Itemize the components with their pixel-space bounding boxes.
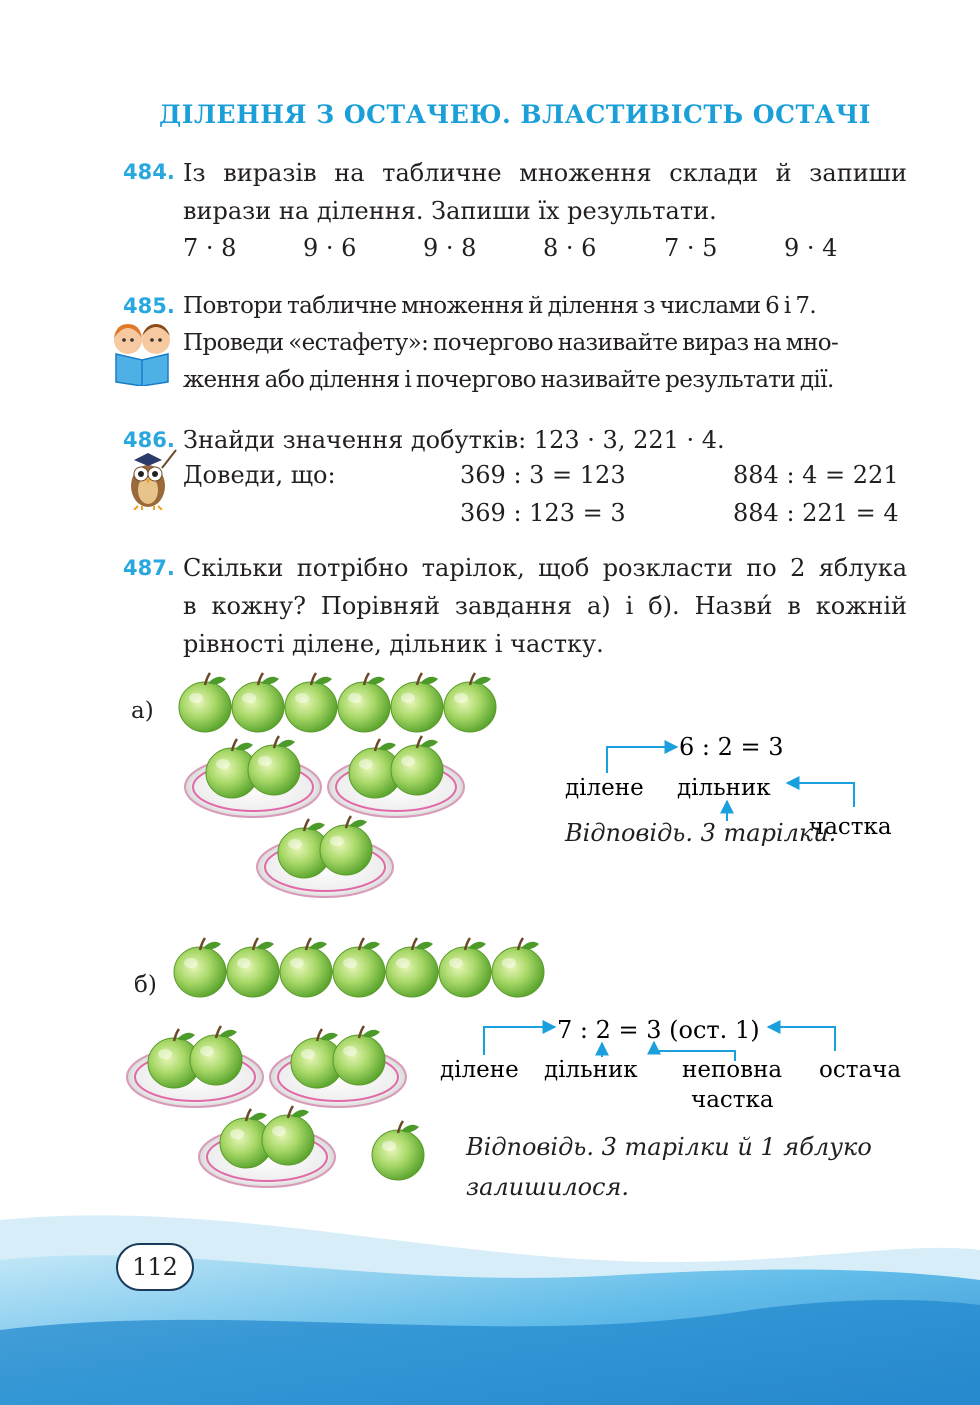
exercise-487-line3: рівності ділене, дільник і частку. (183, 630, 604, 658)
label-dividend: ділене (565, 775, 644, 801)
expression: 9 · 8 (423, 234, 477, 262)
expression: 7 · 8 (183, 234, 237, 262)
part-a-apples-illustration (170, 665, 530, 910)
part-b-label: б) (134, 972, 157, 998)
exercise-485-line1: Повтори табличне множення й ділення з числами 6 і 7. (183, 293, 817, 319)
plate-with-apples (199, 1106, 335, 1187)
exercise-485-line3: ження або ділення і почергово називайте результати дії. (183, 367, 834, 393)
apple-row (174, 938, 544, 997)
exercise-485-line2: Проведи «естафету»: почергово називайте вираз на мно- (183, 330, 839, 356)
page-number: 112 (132, 1253, 178, 1281)
apple-row (179, 673, 496, 732)
exercise-484-line1: Із виразів на табличне множення склади й запиши (183, 159, 907, 187)
exercise-484-line2: вирази на ділення. Запиши їх результати. (183, 197, 717, 225)
page-number-badge (116, 1243, 194, 1291)
part-a-label: а) (131, 698, 154, 724)
label-dividend: ділене (440, 1057, 519, 1083)
exercise-487-line2: в кожну? Порівняй завдання а) і б). Назви́ в кожній (183, 592, 907, 620)
plate-with-apples (270, 1026, 406, 1107)
equation: 369 : 3 = 123 (460, 461, 626, 489)
exercise-486-line1: Знайди значення добутків: 123 · 3, 221 · 4. (183, 426, 725, 454)
label-quotient: частка (809, 814, 892, 840)
plate-with-apples (328, 736, 464, 817)
expression: 9 · 4 (784, 234, 838, 262)
label-partial-quotient-1: неповна (682, 1057, 783, 1083)
equation: 884 : 221 = 4 (733, 499, 899, 527)
equation-a: 6 : 2 = 3 (679, 733, 784, 761)
expression: 8 · 6 (543, 234, 597, 262)
part-b-answer-line1: Відповідь. 3 тарілки й 1 яблуко (466, 1133, 872, 1161)
equation: 369 : 123 = 3 (460, 499, 626, 527)
equation-b: 7 : 2 = 3 (ост. 1) (557, 1016, 760, 1044)
label-divisor: дільник (544, 1057, 638, 1083)
wave-background (0, 1180, 980, 1405)
owl-teacher-icon (122, 448, 178, 510)
exercise-487-number: 487. (123, 556, 175, 580)
part-b-diagram (438, 1005, 918, 1120)
children-reading-icon (104, 320, 180, 386)
exercise-486-number: 486. (123, 428, 175, 452)
label-divisor: дільник (677, 775, 771, 801)
part-a-answer: Відповідь. 3 тарілки. (565, 819, 837, 847)
plate-with-apples (185, 736, 321, 817)
plate-with-apples (127, 1026, 263, 1107)
exercise-485-number: 485. (123, 294, 175, 318)
exercise-486-prove: Доведи, що: (183, 461, 336, 489)
exercise-484-number: 484. (123, 160, 175, 184)
label-remainder: остача (819, 1057, 902, 1083)
exercise-487-line1: Скільки потрібно тарілок, щоб розкласти по 2 яблука (183, 554, 907, 582)
part-b-answer-line2: залишилося. (466, 1173, 630, 1201)
expression: 9 · 6 (303, 234, 357, 262)
page-title: ДІЛЕННЯ З ОСТАЧЕЮ. ВЛАСТИВІСТЬ ОСТАЧІ (159, 100, 871, 129)
plate-with-apples (257, 816, 393, 897)
expression: 7 · 5 (664, 234, 718, 262)
single-apple (372, 1121, 424, 1180)
label-partial-quotient-2: частка (691, 1087, 774, 1113)
equation: 884 : 4 = 221 (733, 461, 899, 489)
